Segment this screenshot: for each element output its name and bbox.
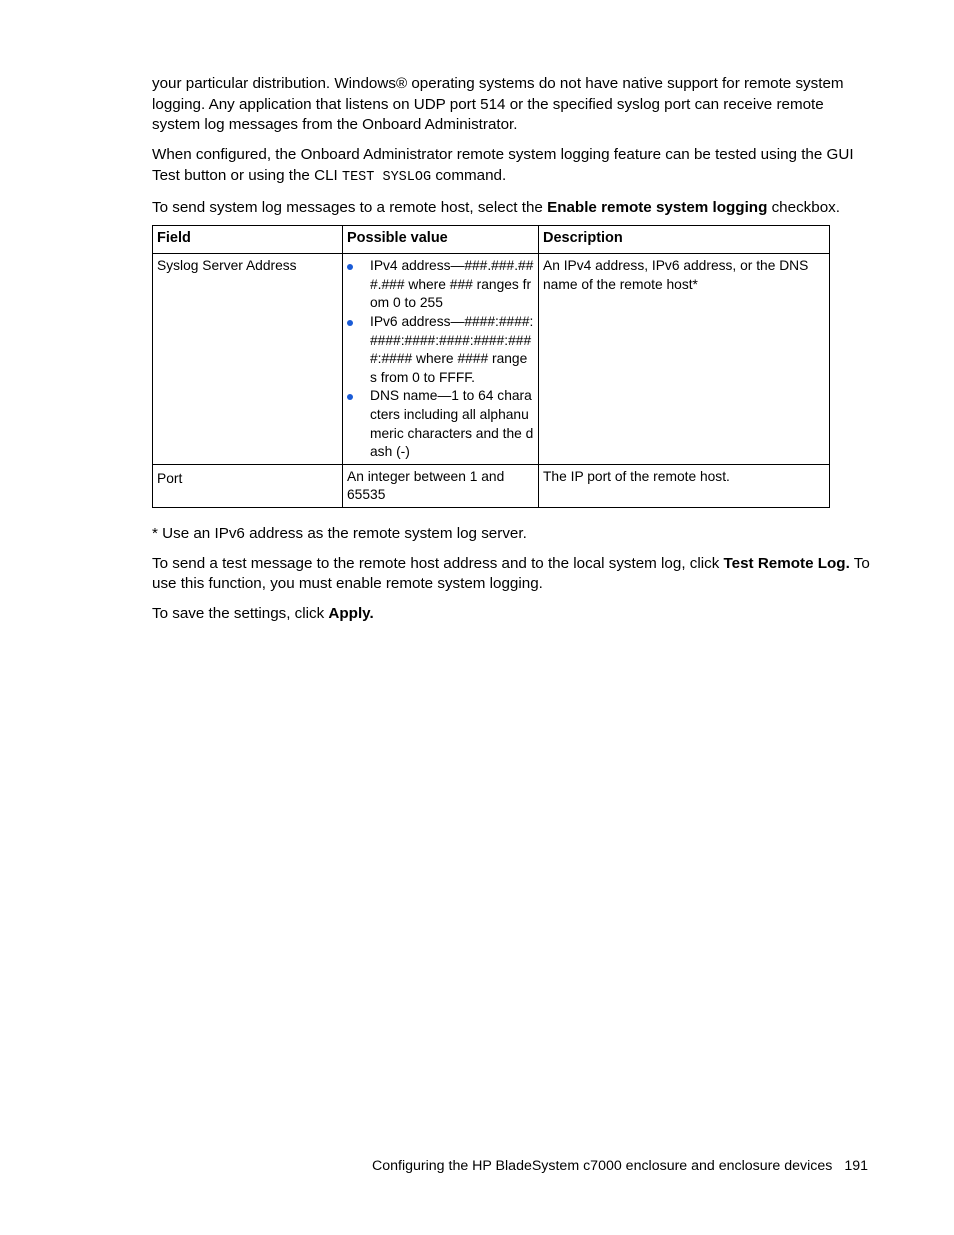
value-list [347, 257, 534, 462]
cell-description: An IPv4 address, IPv6 address, or the DNS name of the remote host* [539, 254, 830, 465]
apply-paragraph-text: To save the settings, click [152, 605, 329, 623]
cell-description: The IP port of the remote host. [539, 464, 830, 507]
cell-field: Port [153, 464, 343, 507]
test-paragraph-tail: command. [431, 166, 507, 184]
test-remote-log-text: To send a test message to the remote host address and to the local system log, click [152, 554, 724, 572]
ipv6-note: * Use an IPv6 address as the remote system log server. [152, 524, 527, 542]
document-body [152, 74, 874, 625]
page-number: 191 [844, 1158, 868, 1174]
list-item [347, 257, 534, 313]
header-possible-value: Possible value [343, 226, 539, 254]
cell-possible-value [343, 254, 539, 465]
footer-title: Configuring the HP BladeSystem c7000 enclosure and enclosure devices [372, 1158, 833, 1174]
list-item-text: IPv4 address—###.###.###.### where ### ranges from 0 to 255 [370, 258, 534, 311]
cli-command: TEST SYSLOG [341, 169, 432, 185]
enable-paragraph-tail: checkbox. [767, 198, 840, 216]
table-header-row [153, 226, 830, 254]
header-description: Description [539, 226, 830, 254]
list-item-text: DNS name—1 to 64 characters including all alphanumeric characters and the dash (-) [370, 388, 534, 460]
bullet-icon [347, 394, 353, 400]
page-footer [372, 1158, 868, 1174]
bullet-icon [347, 320, 353, 326]
test-remote-log-button-name: Test Remote Log. [723, 554, 850, 572]
table-row [153, 254, 830, 465]
bullet-icon [347, 264, 353, 270]
test-remote-log-tail: To use this function, you must enable remote system logging. [152, 554, 870, 593]
syslog-settings-table [152, 225, 830, 508]
cell-field: Syslog Server Address [153, 254, 343, 465]
cell-possible-value: An integer between 1 and 65535 [343, 464, 539, 507]
test-paragraph [152, 145, 874, 188]
list-item [347, 387, 534, 461]
apply-paragraph [152, 604, 874, 625]
list-item-text: IPv6 address—####:####:####:####:####:####:####:#### where #### ranges from 0 to FFFF. [370, 314, 534, 385]
test-remote-log-paragraph [152, 554, 874, 595]
enable-paragraph [152, 198, 874, 219]
enable-checkbox-name: Enable remote system logging [547, 198, 768, 216]
intro-paragraph: your particular distribution. Windows® operating systems do not have native support for remote system logging. Any application that listens on UDP port 514 or the specified syslog port can receive remote system log messages from the Onboard Administrator. [152, 75, 844, 134]
table-row [153, 464, 830, 507]
enable-paragraph-text: To send system log messages to a remote host, select the [152, 198, 548, 216]
test-paragraph-text: When configured, the Onboard Administrator remote system logging feature can be tested using the GUI Test button or using the CLI [152, 146, 854, 184]
apply-button-name: Apply. [328, 605, 374, 623]
list-item [347, 313, 534, 387]
header-field: Field [153, 226, 343, 254]
